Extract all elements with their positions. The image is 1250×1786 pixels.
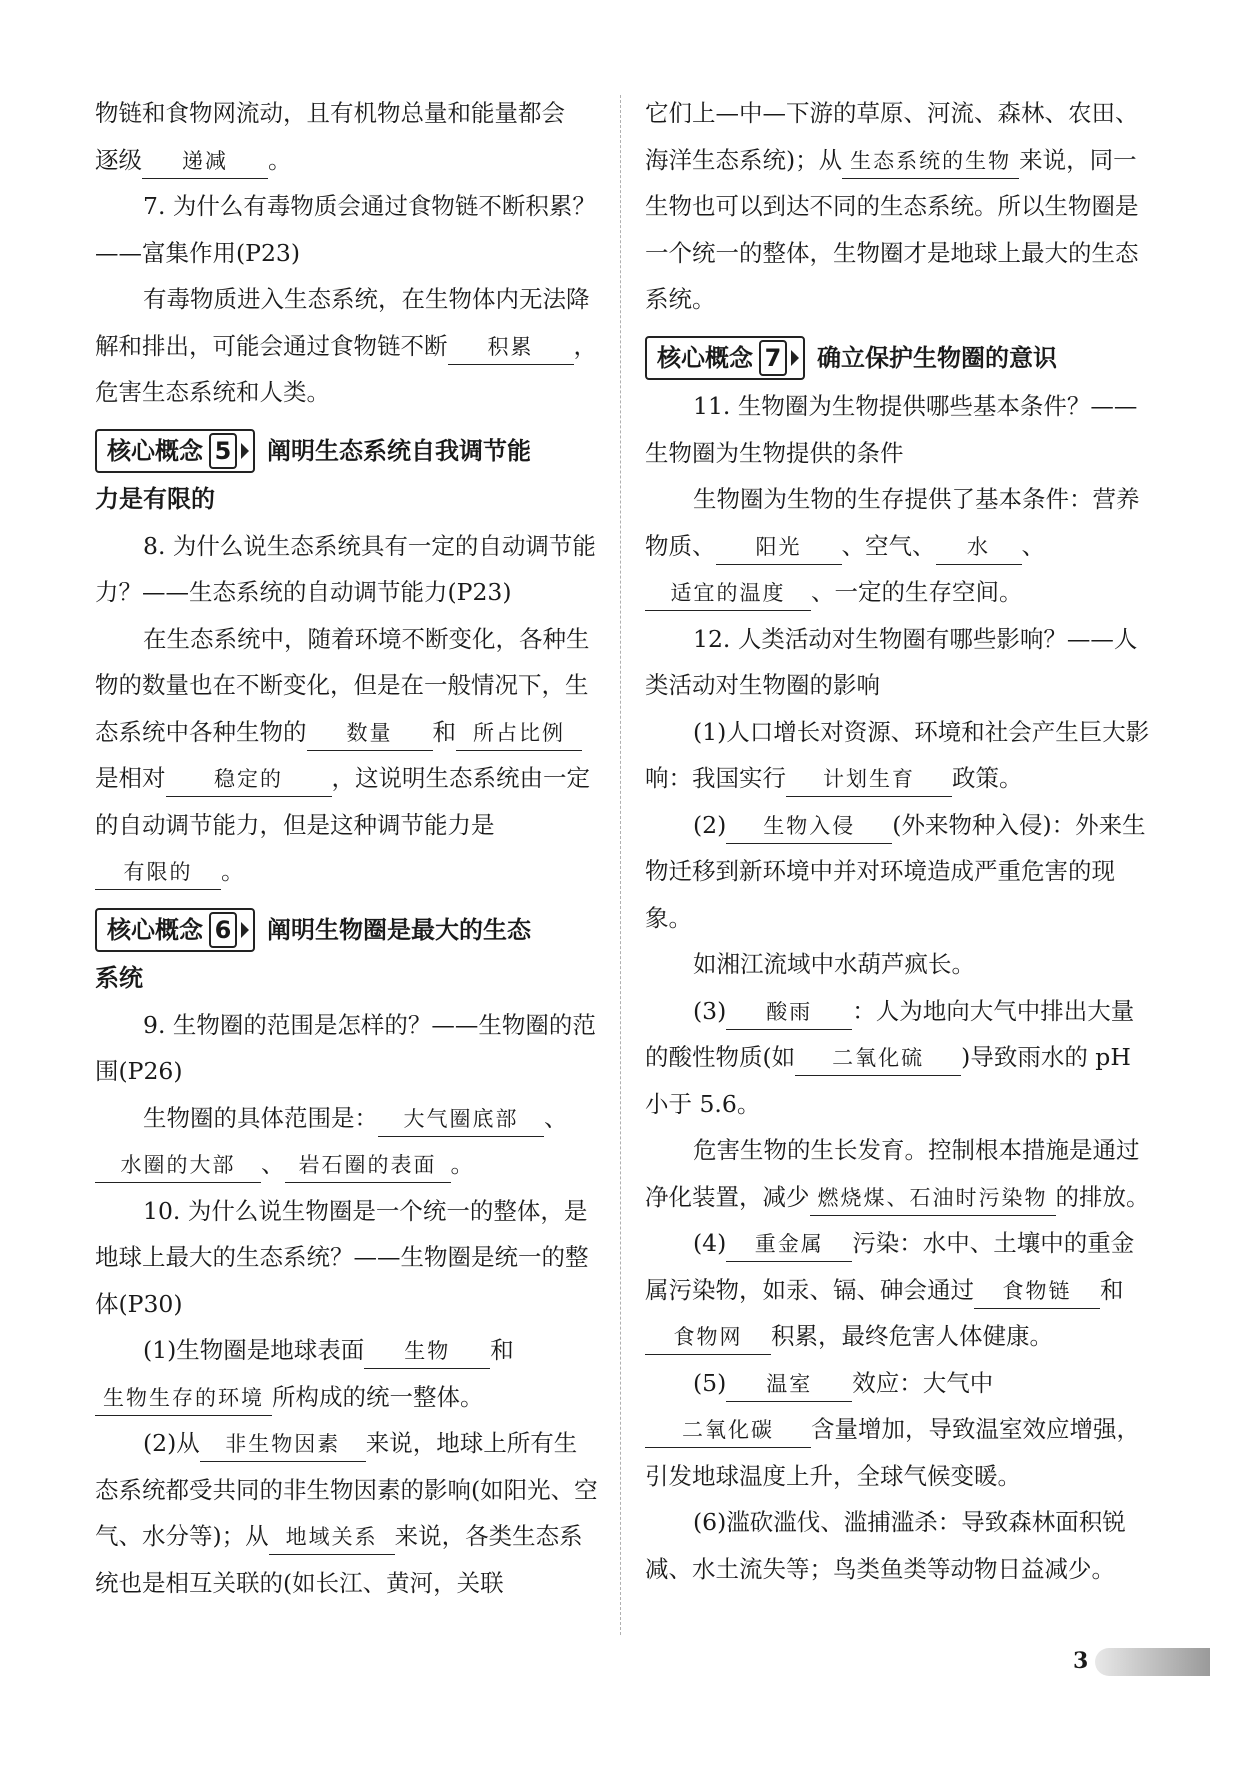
answer-blank: 食物网 [645,1320,771,1355]
answer-blank: 积累 [448,330,574,365]
answer-blank: 二氧化碳 [645,1413,811,1448]
answer-10-1: (1)生物圈是地球表面 生物 和生物生存的环境 所构成的统一整体。 [95,1327,600,1420]
core-concept-badge: 核心概念 7 [645,336,805,380]
answer-blank: 计划生育 [786,762,952,797]
answer-blank: 非生物因素 [200,1427,366,1462]
answer-blank: 生物生存的环境 [95,1381,272,1416]
left-column [95,90,600,1606]
answer-10-2: (2)从 非生物因素 来说，地球上所有生态系统都受共同的非生物因素的影响(如阳光、空气、水分等)；从 地域关系 来说，各类生态系统也是相互关联的(如长江、黄河，关联 [95,1429,598,1597]
answer-8: 在生态系统中，随着环境不断变化，各种生物的数量也在不断变化，但是在一般情况下，生态系统中各种生物的 数量 和 所占比例是相对 稳定的 ，这说明生态系统由一定的自动调节能力，但是这种调节能力是有限的 。 [95,616,600,895]
answer-12-6: (6)滥砍滥伐、滥捕滥杀：导致森林面积锐减、水土流失等；鸟类鱼类等动物日益减少。 [645,1508,1126,1583]
arrow-icon [241,443,249,459]
core-concept-5-heading [95,428,600,475]
answer-blank: 稳定的 [166,762,332,797]
answer-blank: 食物链 [974,1274,1100,1309]
answer-blank: 地域关系 [269,1520,395,1555]
answer-blank: 岩石圈的表面 [285,1148,451,1183]
answer-blank: 大气圈底部 [378,1102,544,1137]
text-line: 逐级 递减 。 [95,137,600,184]
answer-12-3: (3) 酸雨 ：人为地向大气中排出大量的酸性物质(如 二氧化硫 )导致雨水的 pH 小于 5.6。 [645,996,1135,1118]
column-divider [620,95,621,1635]
question-9: 9. 生物圈的范围是怎样的？——生物圈的范围(P26) [95,1010,596,1085]
answer-blank: 二氧化硫 [795,1041,961,1076]
answer-blank: 温室 [726,1367,852,1402]
question-12: 12. 人类活动对生物圈有哪些影响？——人类活动对生物圈的影响 [645,624,1138,699]
text-line: 它们上—中—下游的草原、河流、森林、农田、海洋生态系统)；从 生态系统的生物 来说，同一生物也可以到达不同的生态系统。所以生物圈是一个统一的整体，生物圈才是地球上最大的生态系统。 [645,99,1139,313]
question-7: 7. 为什么有毒物质会通过食物链不断积累？——富集作用(P23) [95,192,596,267]
heading-title: 确立保护生物圈的意识 [817,343,1057,372]
answer-7: 有毒物质进入生态系统，在生物体内无法降解和排出，可能会通过食物链不断 积累 ，危害生态系统和人类。 [95,285,597,406]
right-column [645,90,1153,1592]
heading-title-cont: 力是有限的 [95,485,215,513]
answer-blank: 生物入侵 [726,809,892,844]
answer-blank: 适宜的温度 [645,576,811,611]
answer-blank: 递减 [142,144,268,179]
answer-blank: 酸雨 [726,995,852,1030]
heading-title: 阐明生物圈是最大的生态 [267,915,531,944]
answer-blank: 水圈的大部 [95,1148,261,1183]
heading-title: 阐明生态系统自我调节能 [267,436,531,465]
answer-11: 生物圈为生物的生存提供了基本条件：营养物质、 阳光 、空气、 水 、适宜的温度 、一定的生存空间。 [645,476,1153,616]
core-concept-7-heading [645,335,1153,382]
heading-title-cont: 系统 [95,964,143,992]
question-10: 10. 为什么说生物圈是一个统一的整体，是地球上最大的生态系统？——生物圈是统一的整体(P30) [95,1196,589,1318]
text-line: 物链和食物网流动，且有机物总量和能量都会 [95,99,565,127]
answer-12-5: (5) 温室 效应：大气中二氧化碳 含量增加，导致温室效应增强，引发地球温度上升，全球气候变暖。 [645,1368,1140,1490]
answer-blank: 水 [936,530,1022,565]
answer-blank: 生物 [364,1334,490,1369]
arrow-icon [241,922,249,938]
answer-blank: 所占比例 [456,716,582,751]
answer-blank: 有限的 [95,855,221,890]
answer-12-2-example: 如湘江流域中水葫芦疯长。 [693,950,975,978]
question-8: 8. 为什么说生态系统具有一定的自动调节能力？——生态系统的自动调节能力(P23) [95,531,596,606]
answer-blank: 重金属 [726,1227,852,1262]
answer-blank: 阳光 [716,530,842,565]
core-concept-6-heading [95,907,600,954]
core-concept-badge: 核心概念 6 [95,908,255,952]
answer-12-4: (4) 重金属 污染：水中、土壤中的重金属污染物，如汞、镉、砷会通过 食物链 和食物网 积累，最终危害人体健康。 [645,1220,1153,1360]
core-concept-badge: 核心概念 5 [95,429,255,473]
arrow-icon [791,350,799,366]
answer-blank: 燃烧煤、石油时污染物 [810,1181,1056,1216]
page-number: 3 [1073,1648,1089,1674]
answer-blank: 生态系统的生物 [842,144,1019,179]
page-tab-decoration [1095,1648,1210,1676]
answer-9: 生物圈的具体范围是： 大气圈底部 、水圈的大部 、 岩石圈的表面 。 [95,1095,600,1188]
question-11: 11. 生物圈为生物提供哪些基本条件？——生物圈为生物提供的条件 [645,392,1138,467]
answer-12-2: (2) 生物入侵 (外来物种入侵)：外来生物迁移到新环境中并对环境造成严重危害的现象。 [645,810,1146,932]
answer-12-1: (1)人口增长对资源、环境和社会产生巨大影响：我国实行 计划生育 政策。 [645,709,1153,802]
answer-blank: 数量 [307,716,433,751]
answer-12-3b: 危害生物的生长发育。控制根本措施是通过净化装置，减少 燃烧煤、石油时污染物 的排放。 [645,1127,1153,1220]
